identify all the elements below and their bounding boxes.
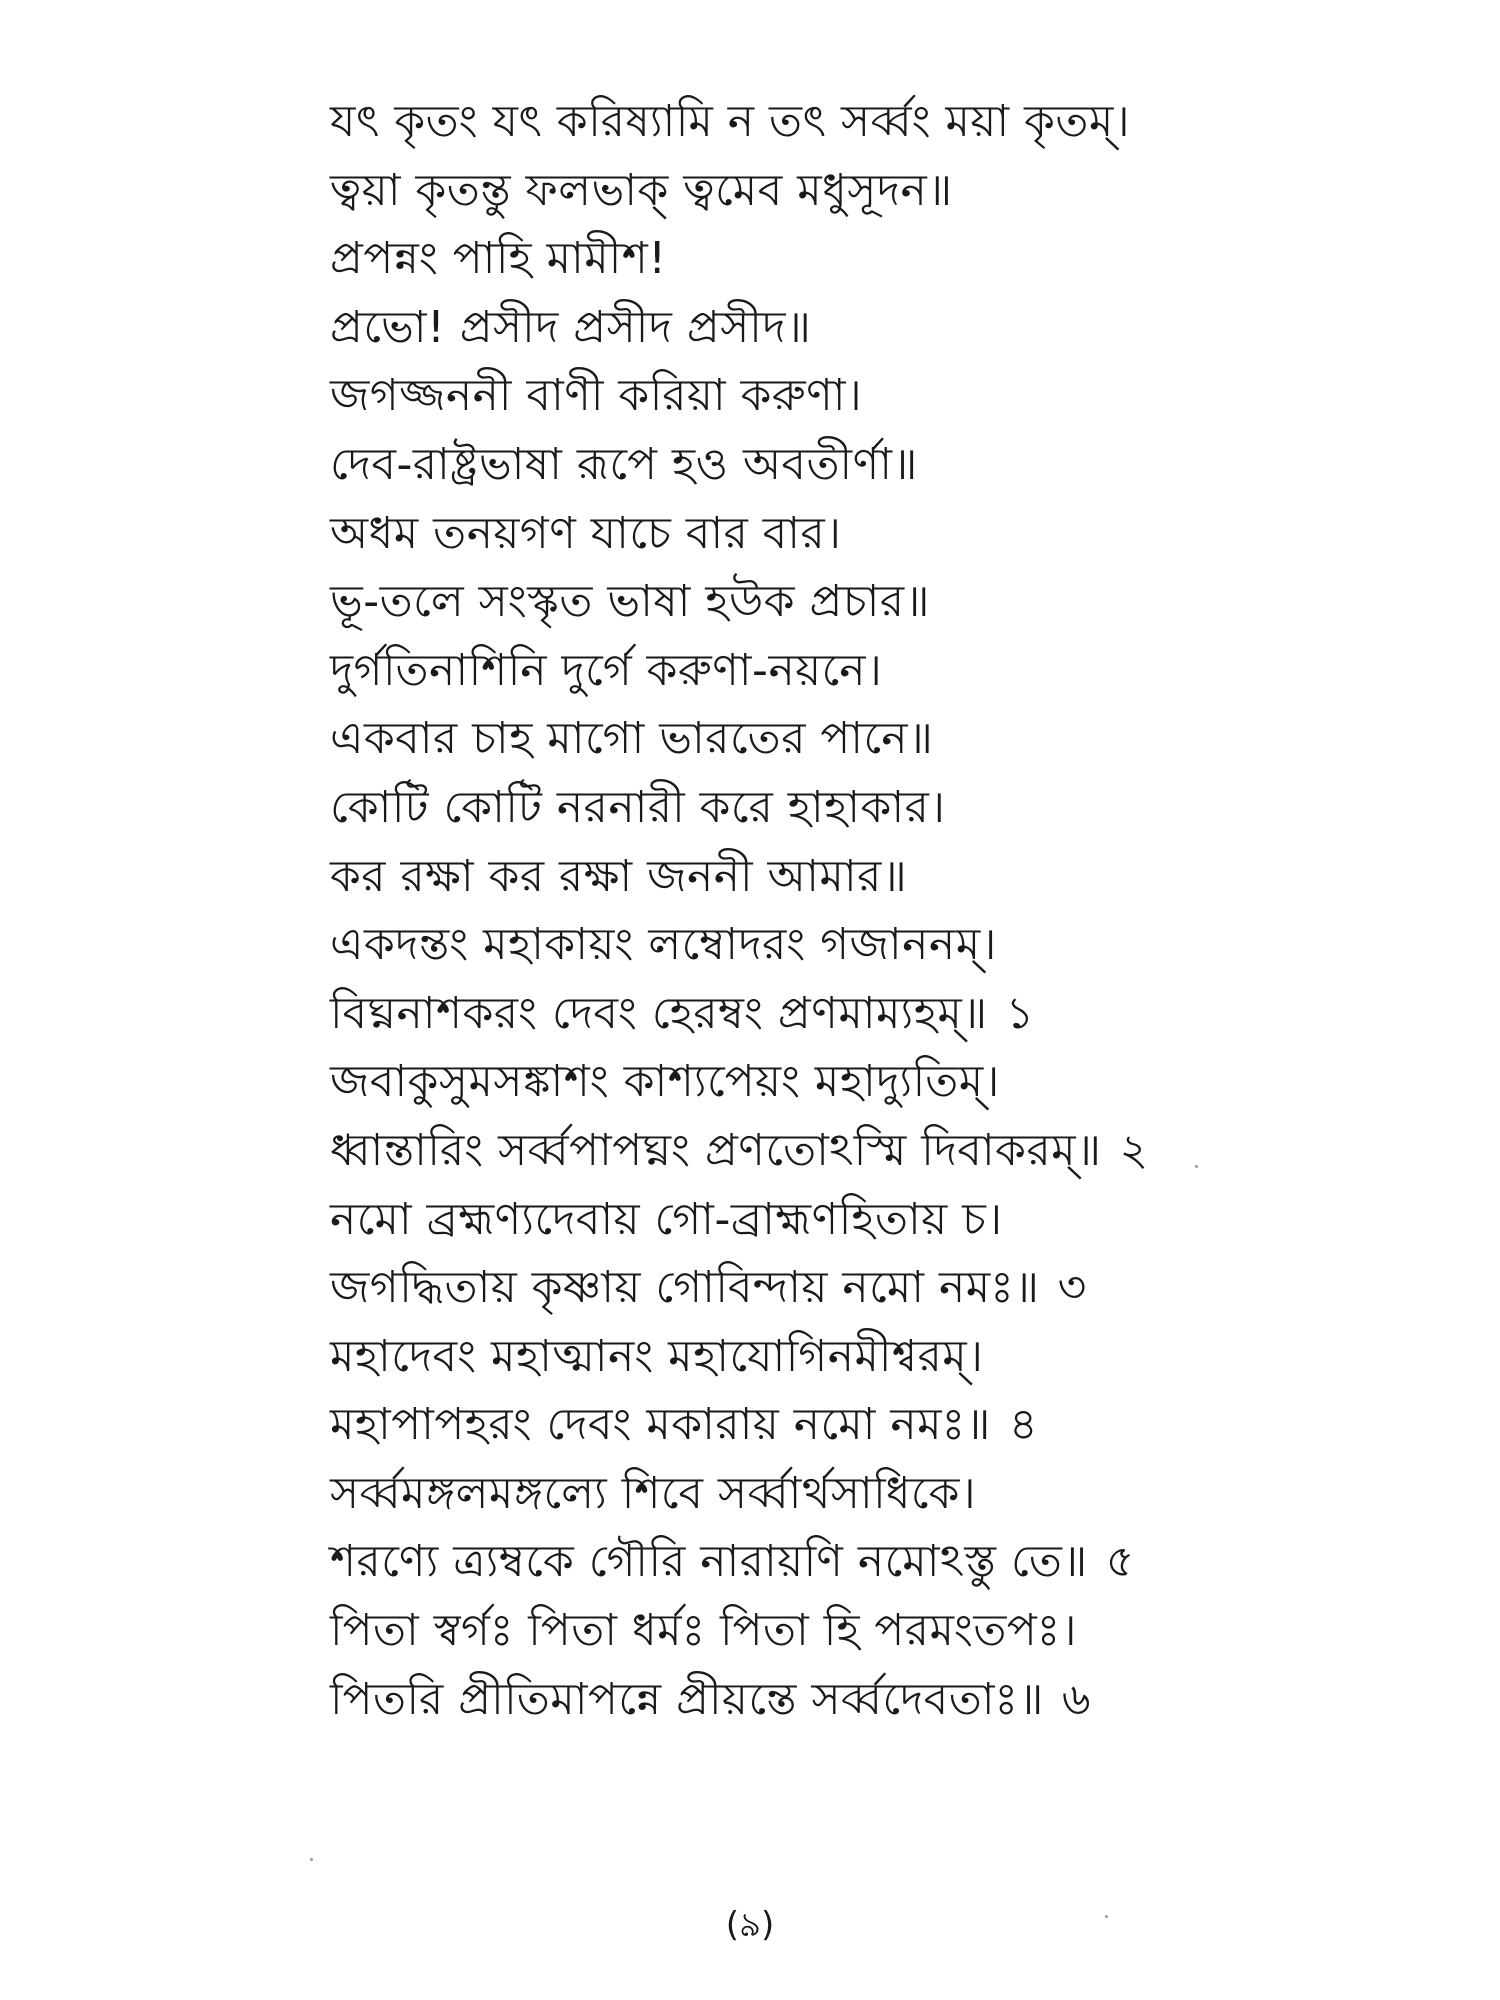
verse-text: প্রভো! প্রসীদ প্রসীদ প্রসীদ॥	[330, 301, 812, 353]
verse-text: ধ্বান্তারিং সর্ব্বপাপঘ্নং প্রণতোঽস্মি দিবাকরম্॥	[330, 1124, 1102, 1176]
verse-text: পিতা স্বর্গঃ পিতা ধর্মঃ পিতা হি পরমংতপঃ।	[330, 1605, 1077, 1657]
verse-line	[330, 88, 1440, 157]
verse-text: সর্ব্বমঙ্গলমঙ্গল্যে শিবে সর্ব্বার্থসাধিকে।	[330, 1467, 977, 1519]
verse-line	[330, 500, 1440, 569]
verse-text: জগজ্জননী বাণী করিয়া করুণা।	[330, 370, 863, 422]
verse-text: ভূ-তলে সংস্কৃত ভাষা হউক প্রচার॥	[330, 576, 930, 628]
verse-line	[330, 774, 1440, 843]
verse-text: জগদ্ধিতায় কৃষ্ণায় গোবিন্দায় নমো নমঃ॥	[330, 1262, 1040, 1314]
verse-line	[330, 294, 1440, 363]
verse-text: ত্বয়া কৃতন্তু ফলভাক্ ত্বমেব মধুসূদন॥	[330, 164, 953, 216]
verse-text: পিতরি প্রীতিমাপন্নে প্রীয়ন্তে সর্ব্বদেবতাঃ॥	[330, 1673, 1044, 1725]
verse-number: ৪	[1008, 1399, 1038, 1451]
verse-list	[330, 88, 1440, 1734]
verse-text: দুর্গতিনাশিনি দুর্গে করুণা-নয়নে।	[330, 644, 883, 696]
verse-text: বিঘ্ননাশকরং দেবং হেরম্বং প্রণমাম্যহম্॥	[330, 987, 988, 1039]
verse-line	[330, 843, 1440, 912]
verse-text: অধম তনয়গণ যাচে বার বার।	[330, 507, 842, 559]
verse-line	[330, 431, 1440, 500]
scan-speck	[1195, 1165, 1198, 1168]
verse-line	[330, 1048, 1440, 1117]
verse-line	[330, 362, 1440, 431]
verse-line	[330, 1666, 1440, 1735]
verse-line	[330, 705, 1440, 774]
verse-number: ২	[1119, 1124, 1149, 1176]
scan-speck	[1105, 1915, 1108, 1918]
verse-line	[330, 1391, 1440, 1460]
verse-text: নমো ব্রহ্মণ্যদেবায় গো-ব্রাহ্মণহিতায় চ।	[330, 1193, 1003, 1245]
verse-number: ৩	[1057, 1262, 1087, 1314]
verse-line	[330, 1254, 1440, 1323]
verse-text: যৎ কৃতং যৎ করিষ্যামি ন তৎ সর্ব্বং ময়া কৃতম্।	[330, 96, 1131, 147]
verse-line	[330, 225, 1440, 294]
verse-text: মহাদেবং মহাত্মানং মহাযোগিনমীশ্বরম্।	[330, 1330, 984, 1382]
verse-line	[330, 1117, 1440, 1186]
verse-text: একবার চাহ মাগো ভারতের পানে॥	[330, 713, 934, 765]
verse-line	[330, 157, 1440, 226]
verse-line	[330, 1186, 1440, 1255]
verse-text: জবাকুসুমসঙ্কাশং কাশ্যপেয়ং মহাদ্যুতিম্।	[330, 1056, 1000, 1108]
verse-line	[330, 1528, 1440, 1597]
verse-line	[330, 1460, 1440, 1529]
verse-text: প্রপন্নং পাহি মামীশ!	[330, 233, 667, 285]
verse-text: দেব-রাষ্ট্রভাষা রূপে হও অবতীর্ণা॥	[330, 438, 918, 490]
page-number: (৯)	[725, 1905, 775, 1945]
verse-line	[330, 911, 1440, 980]
verse-line	[330, 568, 1440, 637]
verse-text: শরণ্যে ত্র্যম্বকে গৌরি নারায়ণি নমোঽস্তু তে॥	[330, 1536, 1088, 1588]
verse-number: ৫	[1105, 1536, 1135, 1588]
verse-text: একদন্তং মহাকায়ং লম্বোদরং গজাননম্।	[330, 919, 997, 971]
verse-text: কর রক্ষা কর রক্ষা জননী আমার॥	[330, 850, 908, 902]
verse-number: ১	[1005, 987, 1035, 1039]
verse-line	[330, 1323, 1440, 1392]
verse-text: কোটি কোটি নরনারী করে হাহাকার।	[330, 781, 946, 833]
verse-line	[330, 1597, 1440, 1666]
verse-number: ৬	[1061, 1673, 1092, 1725]
scan-speck	[310, 1858, 313, 1861]
verse-text: মহাপাপহরং দেবং মকারায় নমো নমঃ॥	[330, 1399, 991, 1451]
verse-line	[330, 980, 1440, 1049]
verse-line	[330, 637, 1440, 706]
